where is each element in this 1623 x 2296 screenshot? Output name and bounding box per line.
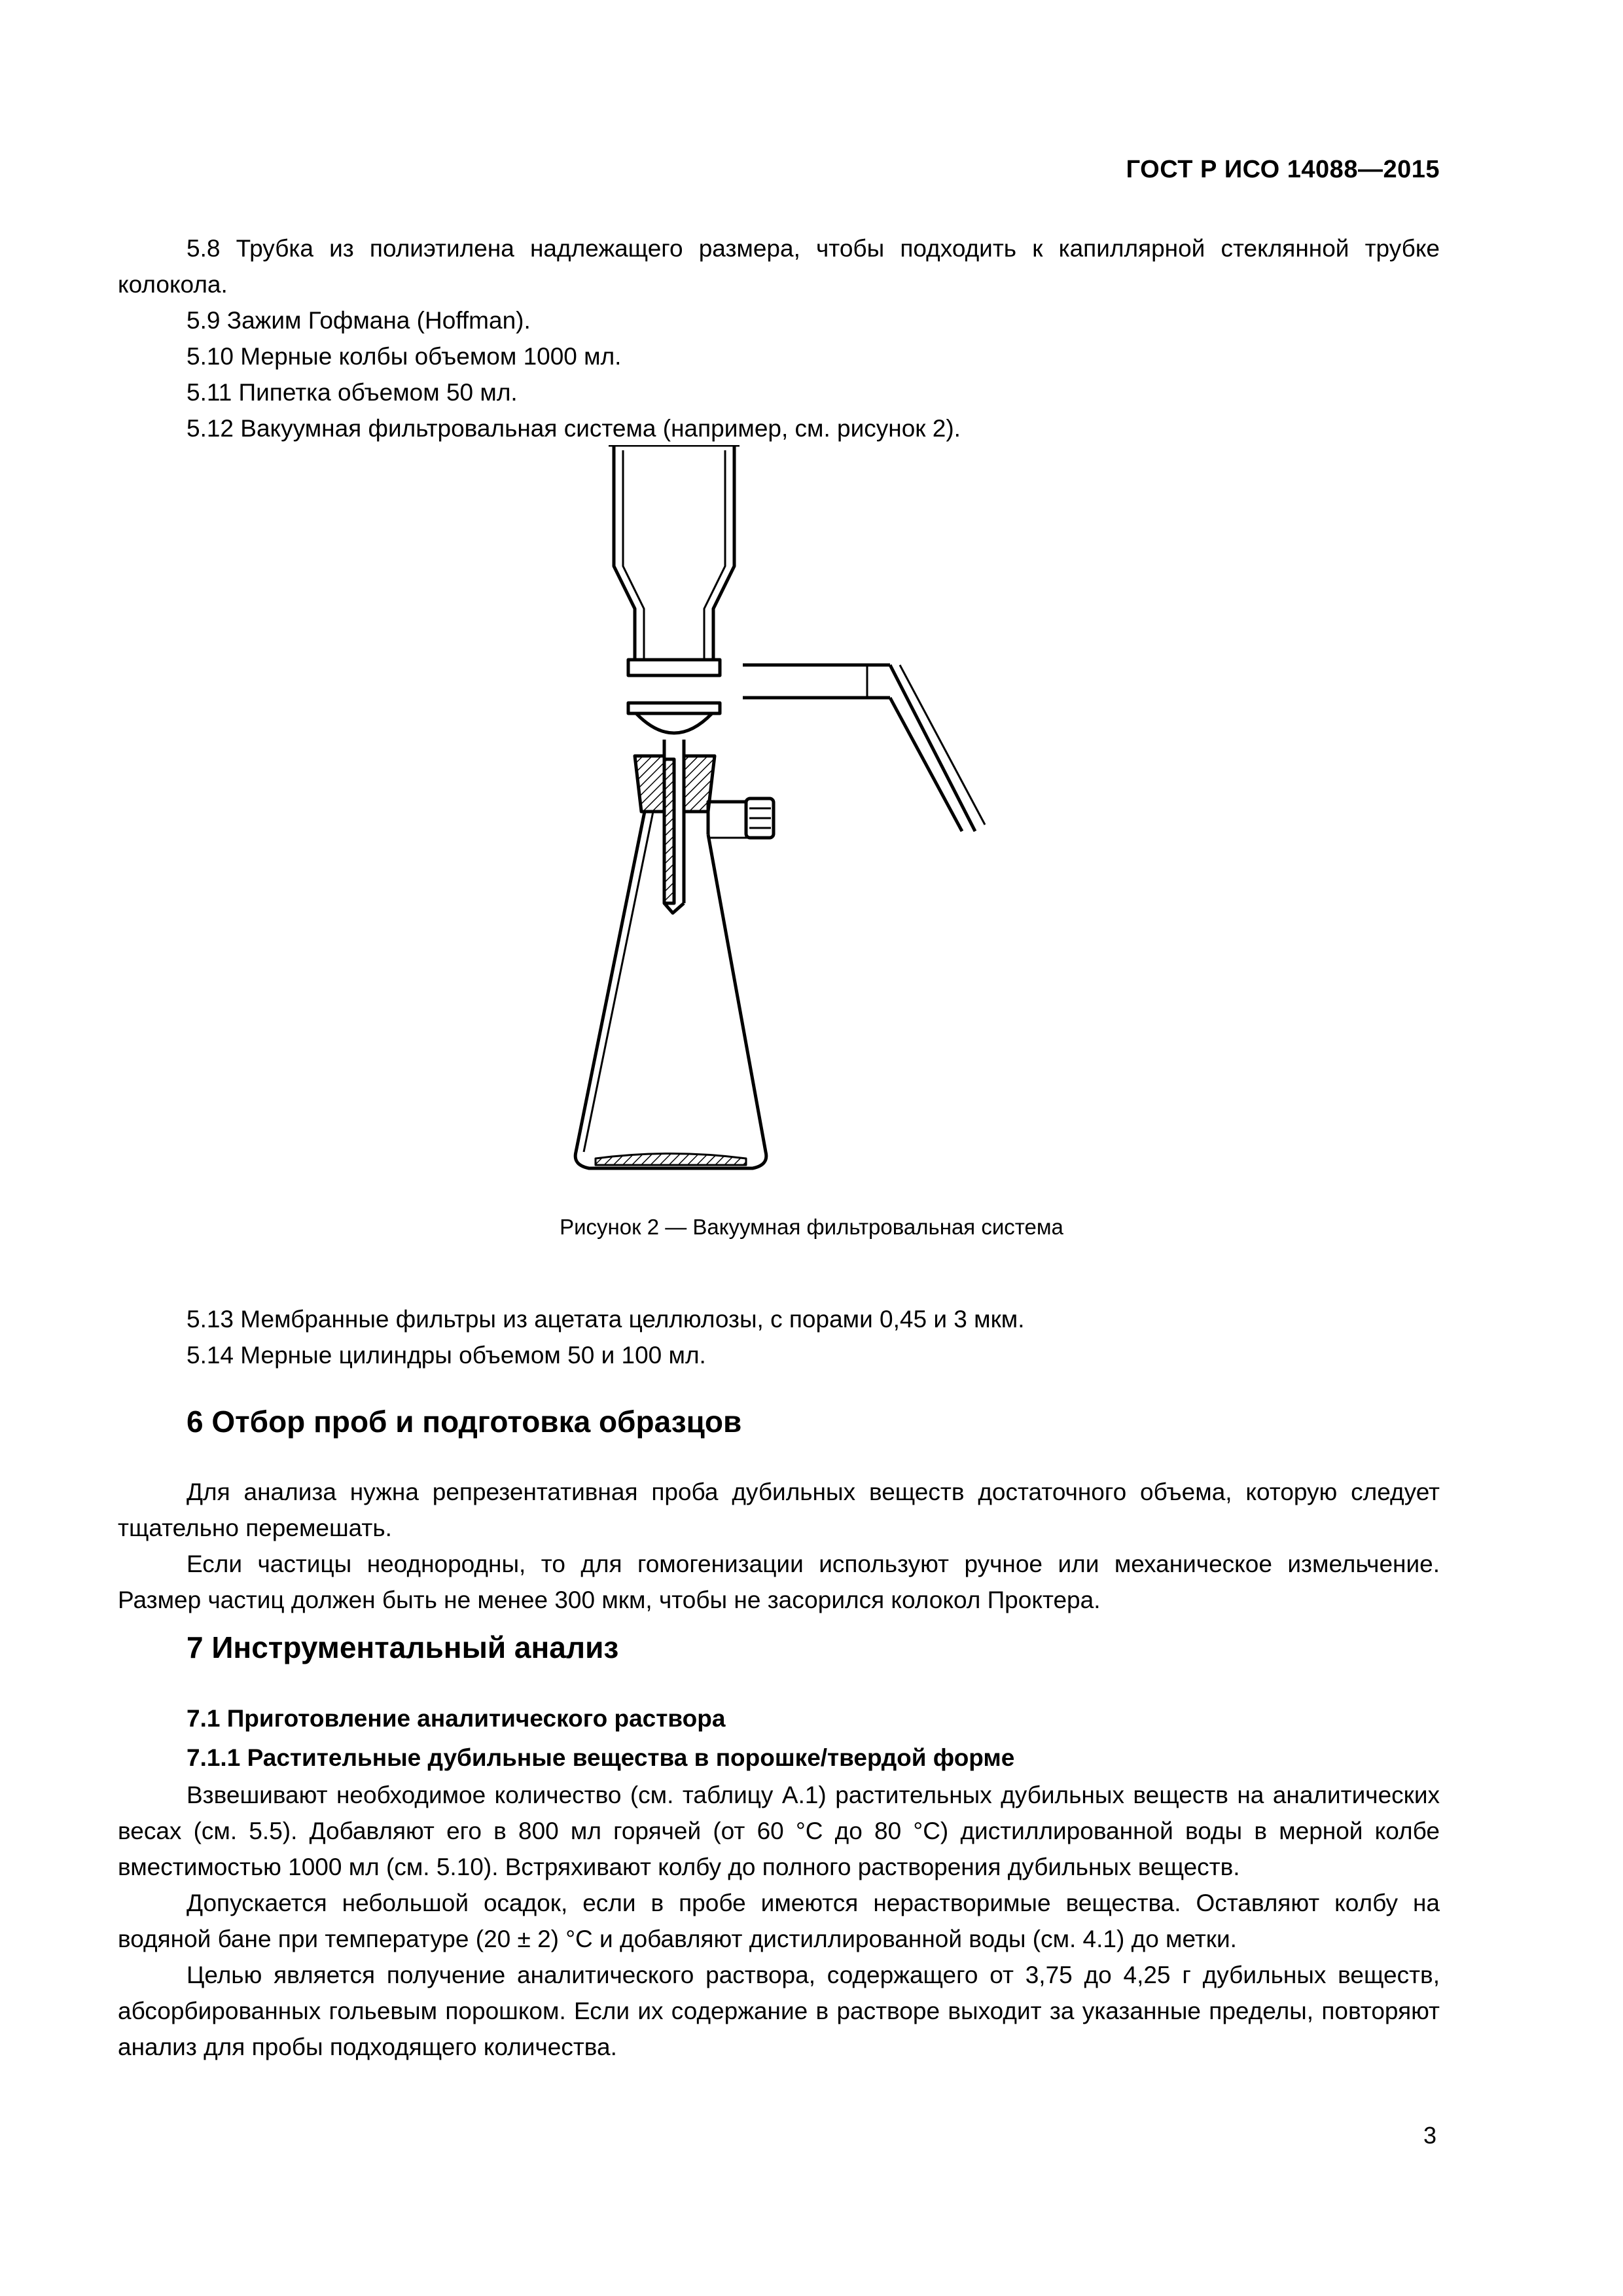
paragraph: Допускается небольшой осадок, если в пробе имеются нерастворимые вещества. Оставляют колбу на водяной бане при температуре (20 ± 2) °С и добавляют дистиллированной воды (см. 4.1) до метки. — [118, 1890, 1440, 1952]
list-item: 5.13 Мембранные фильтры из ацетата целлюлозы, с порами 0,45 и 3 мкм. — [187, 1306, 1025, 1333]
vacuum-filtration-figure — [537, 445, 1073, 1204]
figure-caption: Рисунок 2 — Вакуумная фильтровальная система — [560, 1215, 1063, 1239]
paragraph: Взвешивают необходимое количество (см. таблицу А.1) растительных дубильных веществ на аналитических весах (см. 5.5). Добавляют его в 800 мл горячей (от 60 °С до 80 °С) дистиллированной воды в мерной колбе вместимостью 1000 мл (см. 5.10). Встряхивают колбу до полного растворения дубильных веществ. — [118, 1782, 1440, 1880]
stopper-drawing — [635, 756, 715, 903]
list-item: 5.12 Вакуумная фильтровальная система (например, см. рисунок 2). — [187, 415, 961, 442]
funnel-drawing — [609, 445, 740, 675]
section-6-heading: 6 Отбор проб и подготовка образцов — [187, 1405, 742, 1439]
list-item: 5.11 Пипетка объемом 50 мл. — [187, 379, 518, 406]
list-item: 5.8 Трубка из полиэтилена надлежащего размера, чтобы подходить к капиллярной стеклянной трубке колокола. — [118, 235, 1440, 298]
page-number: 3 — [1423, 2122, 1436, 2149]
section-7-heading: 7 Инструментальный анализ — [187, 1630, 619, 1664]
equipment-list-top — [118, 230, 1440, 446]
section-6-body — [118, 1474, 1440, 1618]
list-item: 5.9 Зажим Гофмана (Hoffman). — [187, 307, 531, 334]
list-item: 5.10 Мерные колбы объемом 1000 мл. — [187, 343, 622, 370]
section-7-body — [118, 1777, 1440, 2065]
paragraph: Целью является получение аналитического раствора, содержащего от 3,75 до 4,25 г дубильных веществ, абсорбированных гольевым порошком. Если их содержание в растворе выходит за указанные пределы, повторяют анализ для пробы подходящего количества. — [118, 1962, 1440, 2060]
paragraph: Если частицы неоднородны, то для гомогенизации используют ручное или механическое измельчение. Размер частиц должен быть не менее 300 мкм, чтобы не засорился колокол Проктера. — [118, 1551, 1440, 1613]
subsection-7-1-1-heading: 7.1.1 Растительные дубильные вещества в порошке/твердой форме — [187, 1744, 1015, 1771]
vacuum-tube-drawing — [743, 665, 985, 831]
paragraph: Для анализа нужна репрезентативная проба дубильных веществ достаточного объема, которую следует тщательно перемешать. — [118, 1479, 1440, 1541]
subsection-7-1-heading: 7.1 Приготовление аналитического раствора — [187, 1705, 726, 1732]
equipment-list-bottom — [118, 1301, 1440, 1373]
list-item: 5.14 Мерные цилиндры объемом 50 и 100 мл. — [187, 1342, 706, 1369]
standard-number-header: ГОСТ Р ИСО 14088—2015 — [1126, 156, 1440, 183]
